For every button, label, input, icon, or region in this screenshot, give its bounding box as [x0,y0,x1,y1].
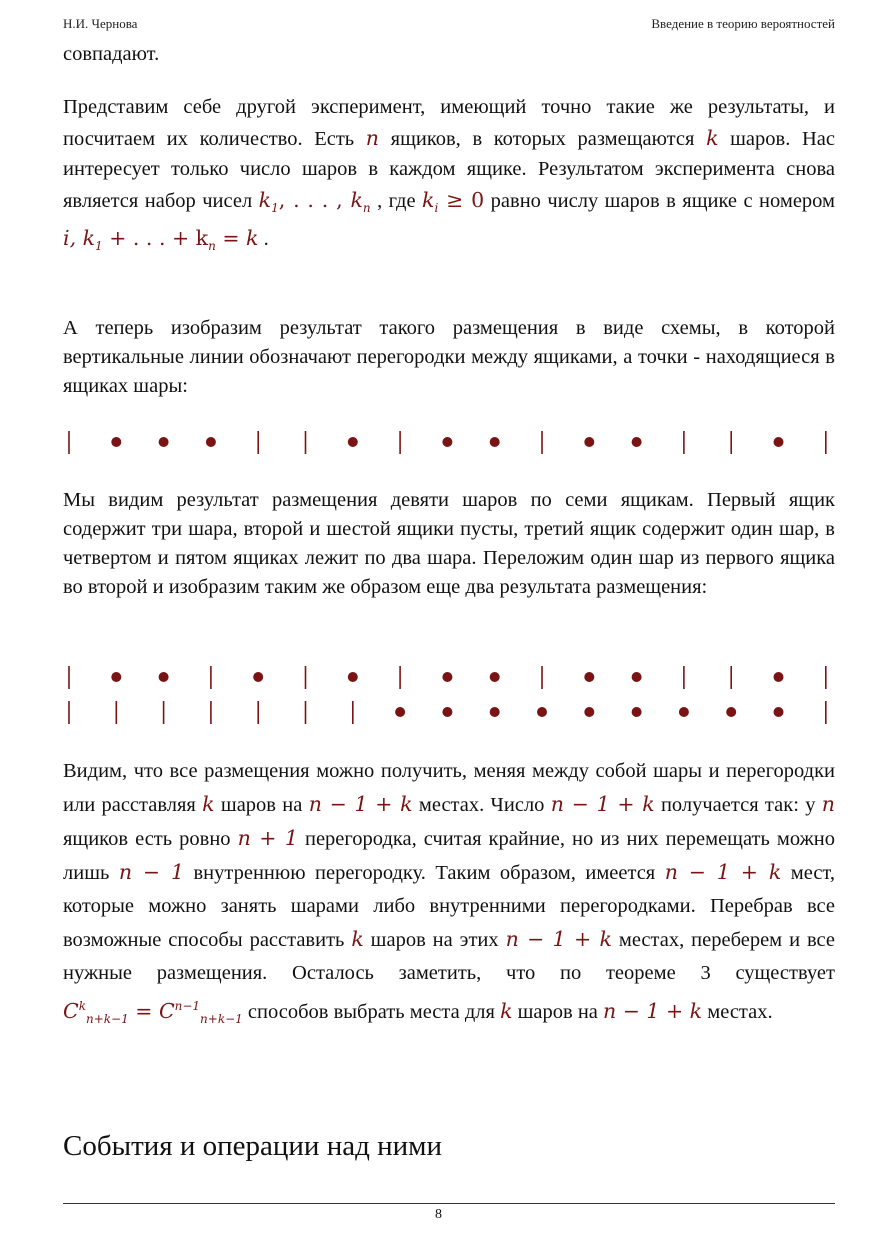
p4-text-12: шаров на [512,1000,604,1023]
math-n: n [821,792,835,816]
p4-text-7: внутреннюю перегородку. Таким образом, имеется [184,862,665,884]
math-binomial-identity: $C^k_{n+k-1} = C^{n-1}_{n+k-1}$ [63,998,243,1026]
p4-text-11: способов выбрать места для [242,1000,501,1023]
ball-dot [442,707,452,717]
p4-text-6: перегородка, считая крайние, но из них перемещать можно лишь [63,828,835,884]
ball-dot [206,437,216,447]
ball-dot [348,672,358,682]
header-author: Н.И. Чернова [63,16,138,31]
ball-dot [348,437,358,447]
math-n-minus-1-plus-k: n − 1 + k [505,927,612,951]
ball-dot [679,707,689,717]
ball-dot [395,707,405,717]
p4-text-9: шаров на этих [363,929,506,951]
p4-text-4: получается так: у [654,794,822,816]
header-title: Введение в теорию вероятностей [651,16,835,31]
p4-text-13: местах. [702,1000,773,1023]
ball-dot [584,672,594,682]
paragraph-continuation: совпадают. [63,43,160,65]
ball-dot [490,672,500,682]
ball-dot [253,672,263,682]
math-sequence: $k_1$, . . . , $k_n$ [258,187,371,215]
math-n: n [365,125,379,150]
ball-dot [774,672,784,682]
page-number: 8 [435,1207,442,1222]
ball-dot [537,707,547,717]
ball-dot [490,437,500,447]
p4-text-5: ящиков есть ровно [63,828,238,850]
p4-text-10: местах, переберем и все нужные размещения. Осталось заметить, что по теореме 3 существует [63,929,835,984]
p1-text-1: Представим себе другой эксперимент, имеющий точно такие же результаты, и посчитаем их количество. Есть [63,96,835,150]
ball-dot [584,707,594,717]
ball-dot [111,672,121,682]
paragraph-experiment [63,92,835,262]
math-k: k [500,998,513,1023]
scheme-row-1 [60,427,840,457]
ball-dot [632,437,642,447]
footer-divider [63,1203,835,1204]
p1-text-4: , где [370,189,423,212]
ball-dot [159,437,169,447]
ball-dot [111,437,121,447]
ball-dot [159,672,169,682]
math-n-minus-1-plus-k: n − 1 + k [603,998,703,1023]
math-k: k [202,792,215,816]
section-heading: События и операции над ними [63,1130,443,1162]
p4-text-2: шаров на [214,794,309,816]
math-sum: i, $k_1$ + . . . + $k_n = k$ [63,226,259,254]
math-n-minus-1: n − 1 [118,860,185,884]
paragraph-scheme-explain: Мы видим результат размещения девяти шаров по семи ящикам. Первый ящик содержит три шара, второй и шестой ящики пусты, третий ящик содержит один шар, в четвертом и пятом ящиках лежит по два шара. Переложим один шар из первого ящика во второй и изобразим таким же образом еще два результата размещения: [63,489,835,598]
math-ki-geq-0: $k_i \ge 0$ [422,187,485,215]
ball-dot [774,707,784,717]
ball-dot [774,437,784,447]
p4-text-1: Видим, что все размещения можно получить, меняя между собой шары и перегородки или расставляя [63,760,835,816]
math-n-minus-1-plus-k: n − 1 + k [308,792,413,816]
math-n-minus-1-plus-k: n − 1 + k [664,860,782,884]
scheme-row-3 [60,697,840,727]
ball-dot [726,707,736,717]
p4-text-3: местах. Число [412,794,551,816]
ball-dot [584,437,594,447]
p1-text-5: равно числу шаров в ящике с номером [484,189,835,212]
scheme-row-2 [60,662,840,692]
math-n-minus-1-plus-k: n − 1 + k [550,792,655,816]
math-k: k [351,927,364,951]
math-k: k [706,125,719,150]
paragraph-combinatorics [63,755,835,1036]
ball-dot [490,707,500,717]
ball-dot [442,437,452,447]
p4-text-8: мест, которые можно занять шарами либо внутренними перегородками. Перебрав все возможные способы расставить [63,862,835,951]
paragraph-scheme-intro: А теперь изобразим результат такого размещения в виде схемы, в которой вертикальные линии обозначают перегородки между ящиками, а точки - находящиеся в ящиках шары: [63,317,835,397]
ball-dot [632,707,642,717]
math-n-plus-1: n + 1 [237,826,298,850]
ball-dot [442,672,452,682]
p1-text-6: . [258,228,269,251]
p1-text-3: шаров. Нас интересует только число шаров в каждом ящике. Результатом эксперимента снова является набор чисел [63,127,835,212]
ball-dot [632,672,642,682]
p1-text-2: ящиков, в которых размещаются [379,127,707,150]
